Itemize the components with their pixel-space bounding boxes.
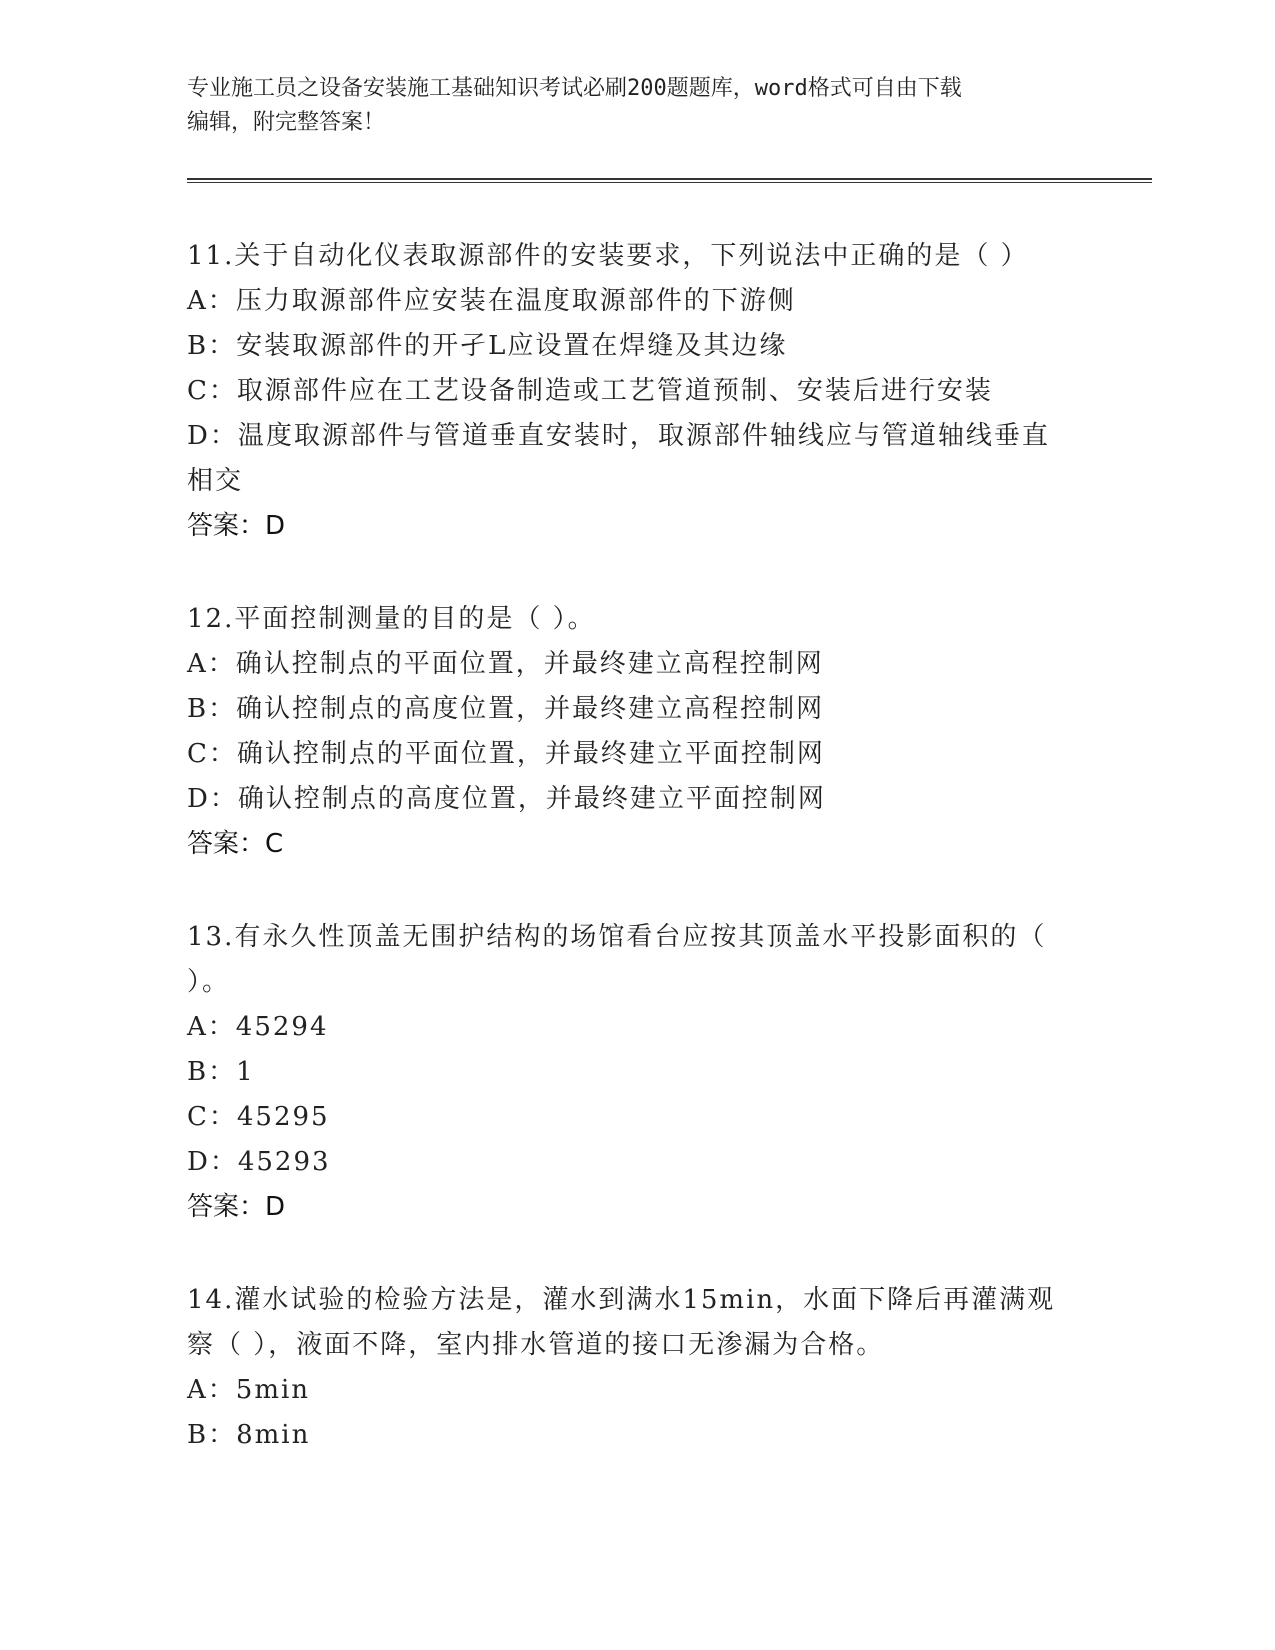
answer-label: 答案：D xyxy=(187,1192,286,1222)
option-d: D：温度取源部件与管道垂直安装时，取源部件轴线应与管道轴线垂直 xyxy=(187,421,1050,451)
header-divider-thick xyxy=(187,178,1152,180)
question-stem: 11.关于自动化仪表取源部件的安装要求，下列说法中正确的是（ ） xyxy=(187,241,1029,271)
answer-label: 答案：D xyxy=(187,511,286,541)
question-14 xyxy=(187,1278,1087,1458)
question-11 xyxy=(187,234,1087,549)
header-line-1: 专业施工员之设备安装施工基础知识考试必刷200题题库，word格式可自由下载 xyxy=(187,76,962,101)
option-b: B：安装取源部件的开孑L应设置在焊缝及其边缘 xyxy=(187,331,788,361)
question-stem: 14.灌水试验的检验方法是，灌水到满水15min，水面下降后再灌满观 xyxy=(187,1285,1056,1315)
header-divider-thin xyxy=(187,182,1152,183)
option-d-continued: 相交 xyxy=(187,466,244,496)
question-stem-continued: ）。 xyxy=(187,967,231,997)
option-a: A：确认控制点的平面位置，并最终建立高程控制网 xyxy=(187,649,824,679)
question-stem: 12.平面控制测量的目的是（ ）。 xyxy=(187,604,596,634)
option-d: D：确认控制点的高度位置，并最终建立平面控制网 xyxy=(187,784,826,814)
document-header xyxy=(187,72,1087,140)
option-a: A：压力取源部件应安装在温度取源部件的下游侧 xyxy=(187,286,796,316)
option-a: A：45294 xyxy=(187,1012,329,1042)
answer-label: 答案：C xyxy=(187,829,284,859)
option-d: D：45293 xyxy=(187,1147,331,1177)
option-a: A：5min xyxy=(187,1375,311,1405)
option-b: B：8min xyxy=(187,1420,311,1450)
option-b: B：1 xyxy=(187,1057,255,1087)
question-list xyxy=(187,234,1087,1506)
option-c: C：45295 xyxy=(187,1102,330,1132)
question-12 xyxy=(187,597,1087,867)
header-line-2: 编辑，附完整答案！ xyxy=(187,110,386,135)
option-c: C：取源部件应在工艺设备制造或工艺管道预制、安装后进行安装 xyxy=(187,376,993,406)
question-stem: 13.有永久性顶盖无围护结构的场馆看台应按其顶盖水平投影面积的（ xyxy=(187,922,1047,952)
option-c: C：确认控制点的平面位置，并最终建立平面控制网 xyxy=(187,739,825,769)
question-13 xyxy=(187,915,1087,1230)
question-stem-continued: 察（ ），液面不降，室内排水管道的接口无渗漏为合格。 xyxy=(187,1330,885,1360)
option-b: B：确认控制点的高度位置，并最终建立高程控制网 xyxy=(187,694,825,724)
